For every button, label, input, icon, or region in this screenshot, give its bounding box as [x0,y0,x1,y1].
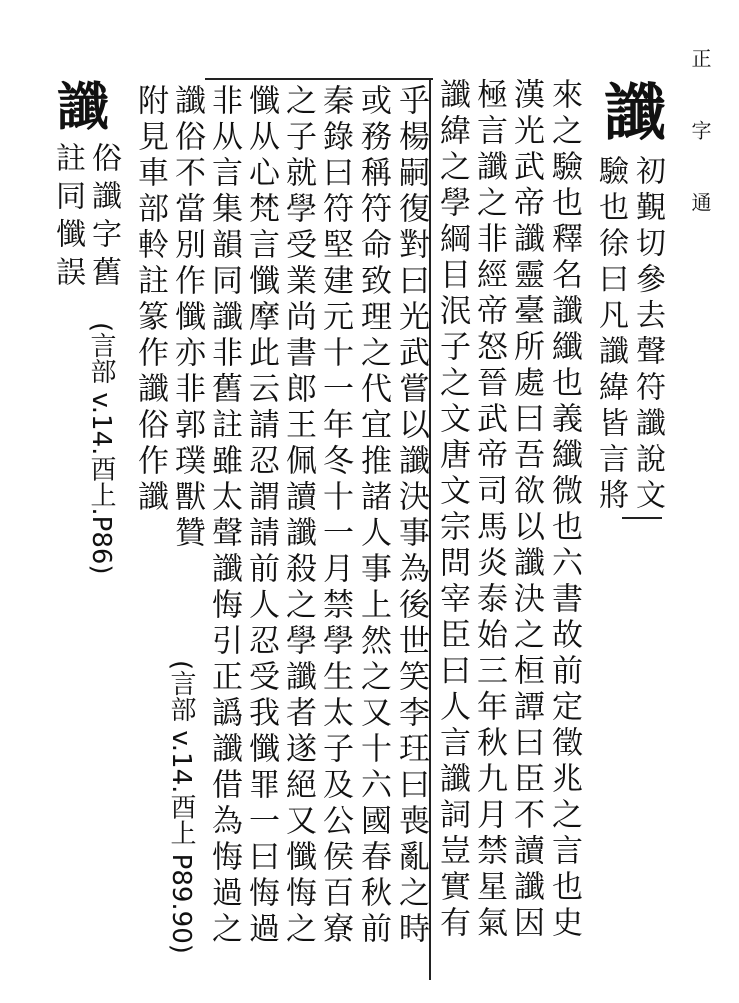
entry2-reference-note: (言部 v.14.酉上.P86) [86,322,116,575]
column-separator [429,80,431,980]
entry1-reference-note: (言部 v.14.酉上 P89.90) [166,660,196,954]
entry1-head-text-1: 初覲切參去聲符讖說文 [630,155,665,515]
entry1-column-9: 懺从心梵言懺摩此云請忍謂請前人忍受我懺罪一曰悔過 [243,84,279,948]
entry1-column-5: 乎楊嗣復對曰光武嘗以讖決事為後世笑李玨曰喪亂之時 [393,84,429,948]
entry1-column-10: 非从言集韻同讖非舊註雖太聲讖悔引正譌讖借為悔過之 [206,84,242,948]
section-label: 正 字 通 [688,48,712,226]
entry2-head-text-1: 俗讖字舊 [86,142,121,294]
top-rule [205,78,433,80]
entry1-column-7: 秦錄曰符堅建元十一年冬十一月禁學生太子及公侯百寮 [317,84,353,948]
entry1-column-12: 附見車部軨註篆作讖俗作讖 [132,84,168,516]
entry2-head-char: 讖 [56,77,109,138]
entry1-head-text-2: 驗也徐曰凡讖緯皆言將 [593,155,628,515]
entry1-column-3: 極言讖之非經帝怒晉武帝司馬炎泰始三年秋九月禁星氣 [471,78,507,942]
entry1-column-8: 之子就學受業尚書郎王佩讀讖殺之學讖者遂絕又懺悔之 [280,84,316,948]
entry1-column-1: 來之驗也釋名讖纖也義纖微也六書故前定徵兆之言也史 [546,78,582,942]
entry1-column-2: 漢光武帝讖靈臺所處曰吾欲以讖決之桓譚曰臣不讀讖因 [508,78,544,942]
entry1-column-4: 讖緯之學綱目泯子之文唐文宗問宰臣曰人言讖詞豈實有 [434,78,470,942]
entry2-head-text-2: 註同懺誤 [50,142,85,294]
entry1-head-char: 讖 [603,76,666,149]
entry1-column-6: 或務稱符命致理之代宜推諸人事上然之又十六國春秋前 [355,84,391,948]
underline-mark [622,517,662,519]
entry1-column-11: 讖俗不當別作懺亦非郭璞獸贊 [169,84,205,552]
